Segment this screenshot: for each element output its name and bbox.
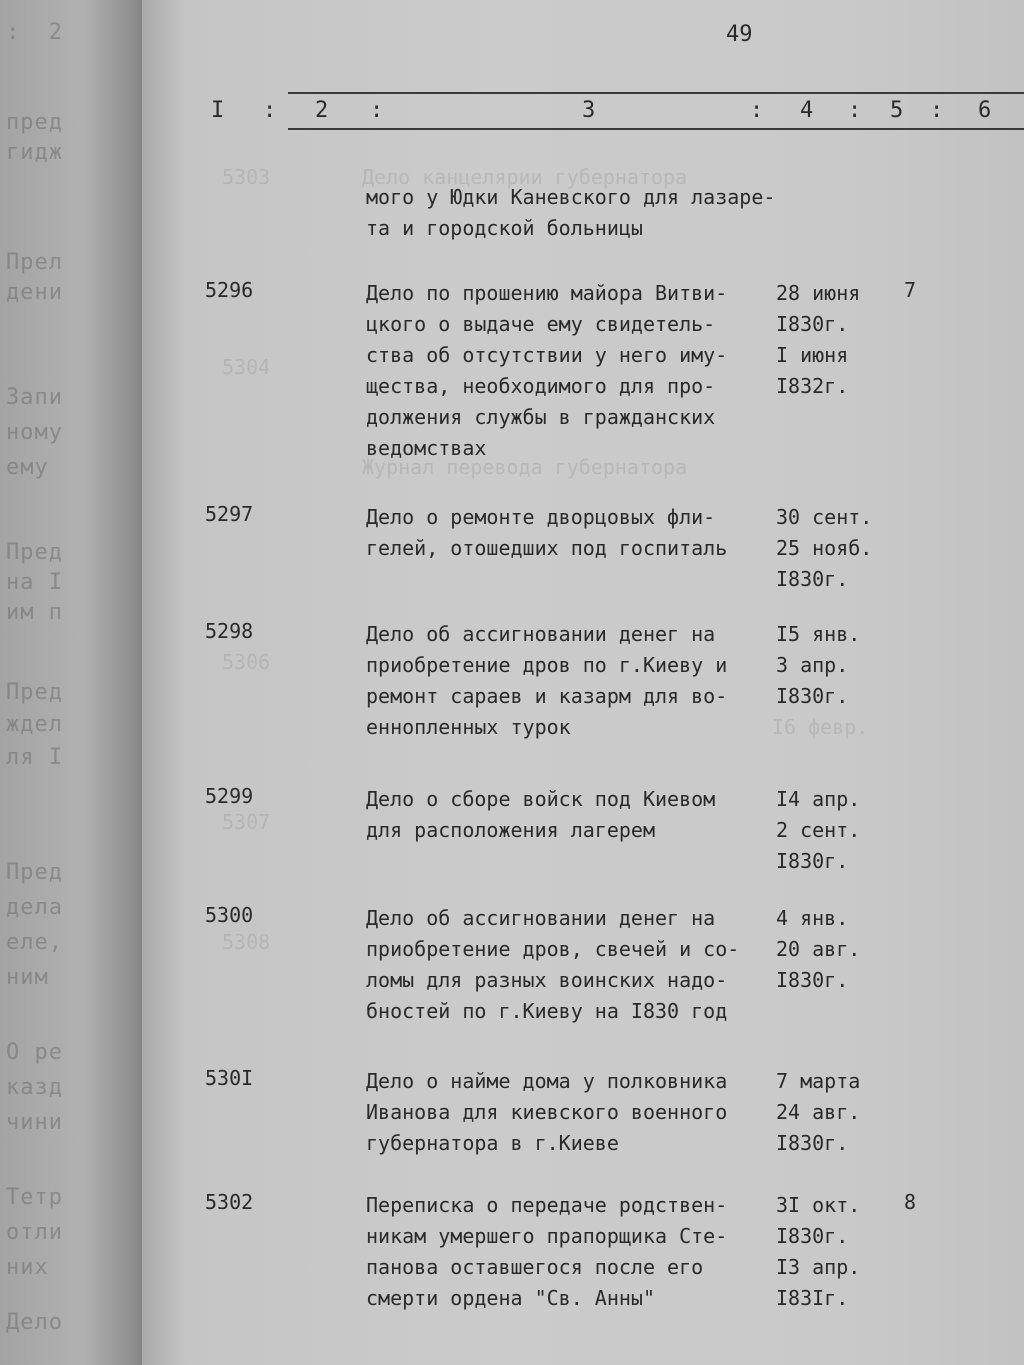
entry-dates xyxy=(776,502,872,595)
description-line: бностей по г.Киеву на I830 год xyxy=(366,999,728,1023)
entry-dates xyxy=(776,784,860,877)
date-line: I83Iг. xyxy=(776,1286,849,1310)
entry-dates xyxy=(776,1066,860,1159)
date-line: I830г. xyxy=(776,849,849,873)
header-rule-top xyxy=(288,92,1024,94)
column-header-5: 5 xyxy=(890,98,904,123)
description-line: Иванова для киевского военного xyxy=(366,1100,728,1124)
date-line: 3I окт. xyxy=(776,1193,861,1217)
date-line: I4 апр. xyxy=(776,787,861,811)
date-line: 20 авг. xyxy=(776,937,861,961)
description-line: Дело о найме дома у полковника xyxy=(366,1069,728,1093)
description-line: гелей, отошедших под госпиталь xyxy=(366,536,728,560)
entry-description xyxy=(366,1190,727,1314)
description-line: мого у Юдки Каневского для лазаре- xyxy=(366,185,776,209)
column-header-6: 6 xyxy=(978,98,992,123)
column-header-3: 3 xyxy=(582,98,596,123)
description-line: цкого о выдаче ему свидетель- xyxy=(366,312,716,336)
entry-number: 530I xyxy=(205,1066,254,1090)
entry-dates xyxy=(776,619,860,712)
date-line: I830г. xyxy=(776,1224,849,1248)
column-header-4: 4 xyxy=(800,98,814,123)
date-line: I июня xyxy=(776,343,849,367)
description-line: приобретение дров, свечей и со- xyxy=(366,937,740,961)
description-line: Дело по прошению майора Витви- xyxy=(366,281,728,305)
date-line: I830г. xyxy=(776,684,849,708)
date-line: 24 авг. xyxy=(776,1100,861,1124)
date-line: 28 июня xyxy=(776,281,861,305)
date-line: 4 янв. xyxy=(776,906,849,930)
description-line: ломы для разных воинских надо- xyxy=(366,968,728,992)
description-line: никам умершего прапорщика Сте- xyxy=(366,1224,728,1248)
column-separator: : xyxy=(848,98,862,123)
column-separator: : xyxy=(930,98,944,123)
date-line: 3 апр. xyxy=(776,653,849,677)
entry-description xyxy=(366,182,775,244)
entry-number: 5298 xyxy=(205,619,254,643)
entry-number: 5302 xyxy=(205,1190,254,1214)
date-line: I830г. xyxy=(776,567,849,591)
column-header-1: I xyxy=(211,98,225,123)
date-line: 30 сент. xyxy=(776,505,873,529)
column-separator: : xyxy=(370,98,384,123)
description-line: Дело об ассигновании денег на xyxy=(366,906,716,930)
date-line: 7 марта xyxy=(776,1069,861,1093)
entry-description xyxy=(366,278,727,464)
description-line: Переписка о передаче родствен- xyxy=(366,1193,728,1217)
date-line: I3 апр. xyxy=(776,1255,861,1279)
description-line: ства об отсутствии у него иму- xyxy=(366,343,728,367)
entry-number: 5300 xyxy=(205,903,254,927)
date-line: I830г. xyxy=(776,312,849,336)
description-line: для расположения лагерем xyxy=(366,818,655,842)
description-line: та и городской больницы xyxy=(366,216,643,240)
entry-dates xyxy=(776,903,860,996)
description-line: панова оставшегося после его xyxy=(366,1255,704,1279)
description-line: приобретение дров по г.Киеву и xyxy=(366,653,728,677)
entry-description xyxy=(366,903,739,1027)
description-line: щества, необходимого для про- xyxy=(366,374,716,398)
previous-page-edge: : 2 пред гидж Прел дени Запи ному ему Пред на I им п Пред ждел ля I Пред дела еле, ним О ре казд чини Тетр отли них Дело xyxy=(0,0,150,1365)
entry-number: 5299 xyxy=(205,784,254,808)
entry-description xyxy=(366,784,715,846)
entry-sheet-count: 8 xyxy=(904,1190,917,1214)
description-line: ремонт сараев и казарм для во- xyxy=(366,684,728,708)
date-line: I830г. xyxy=(776,1131,849,1155)
description-line: Дело о ремонте дворцовых фли- xyxy=(366,505,716,529)
column-separator: : xyxy=(750,98,764,123)
entry-dates xyxy=(776,278,860,402)
date-line: I830г. xyxy=(776,968,849,992)
date-line: 2 сент. xyxy=(776,818,861,842)
entry-dates xyxy=(776,1190,860,1314)
column-header-2: 2 xyxy=(315,98,329,123)
description-line: еннопленных турок xyxy=(366,715,571,739)
header-rule-bottom xyxy=(288,128,1024,130)
column-separator: : xyxy=(263,98,277,123)
description-line: должения службы в гражданских xyxy=(366,405,716,429)
description-line: Дело о сборе войск под Киевом xyxy=(366,787,716,811)
description-line: Дело об ассигновании денег на xyxy=(366,622,716,646)
entry-description xyxy=(366,1066,727,1159)
date-line: I832г. xyxy=(776,374,849,398)
entry-number: 5296 xyxy=(205,278,254,302)
page-number: 49 xyxy=(726,22,753,47)
entry-description xyxy=(366,619,727,743)
entry-sheet-count: 7 xyxy=(904,278,917,302)
date-line: I5 янв. xyxy=(776,622,861,646)
entry-description xyxy=(366,502,727,564)
description-line: смерти ордена "Св. Анны" xyxy=(366,1286,655,1310)
entry-number: 5297 xyxy=(205,502,254,526)
date-line: 25 нояб. xyxy=(776,536,873,560)
description-line: ведомствах xyxy=(366,436,487,460)
description-line: губернатора в г.Киеве xyxy=(366,1131,619,1155)
document-page: 5303 Дело канцелярии губернатора 5304 Журнал перевода губернатора 5306 I6 февр. 5307 5308 49 I : 2 : 3 : 4 : 5 : 6 мого у Юдки Каневского для лазаре- та и городской больницы 5296 Дело по прошению майора Витви- цкого о выдаче ему свидетель- ства об отсутствии у него иму- щества, необходимого для про- должения службы в гражданских ведомствах 28 июня I830г. I июня I832г. 7 5297 Дело о ремонте дворцовых фли- гелей, отошедших под госпиталь 30 сент. 25 нояб. I830г. 5298 Дело об ассигновании денег на приобретение дров по г.Киеву и ремонт сараев и казарм для во- еннопленных турок I5 янв. 3 апр. I830г. 5299 Дело о сборе войск под Киевом для расположения лагерем I4 апр. 2 сент. I830г. 5300 Дело об ассигновании денег на приобретение дров, свечей и со- ломы для разных воинских надо- бностей по г.Киеву на I830 год 4 янв. 20 авг. I830г. 530I Дело о найме дома у полковника Иванова для киевского военного губернатора в г.Киеве 7 марта 24 авг. I830г. 5302 Переписка о передаче родствен- никам умершего прапорщика Сте- панова оставшегося после его смерти ордена "Св. Анны" 3I окт. I830г. I3 апр. I83Iг. 8 xyxy=(142,0,1024,1365)
